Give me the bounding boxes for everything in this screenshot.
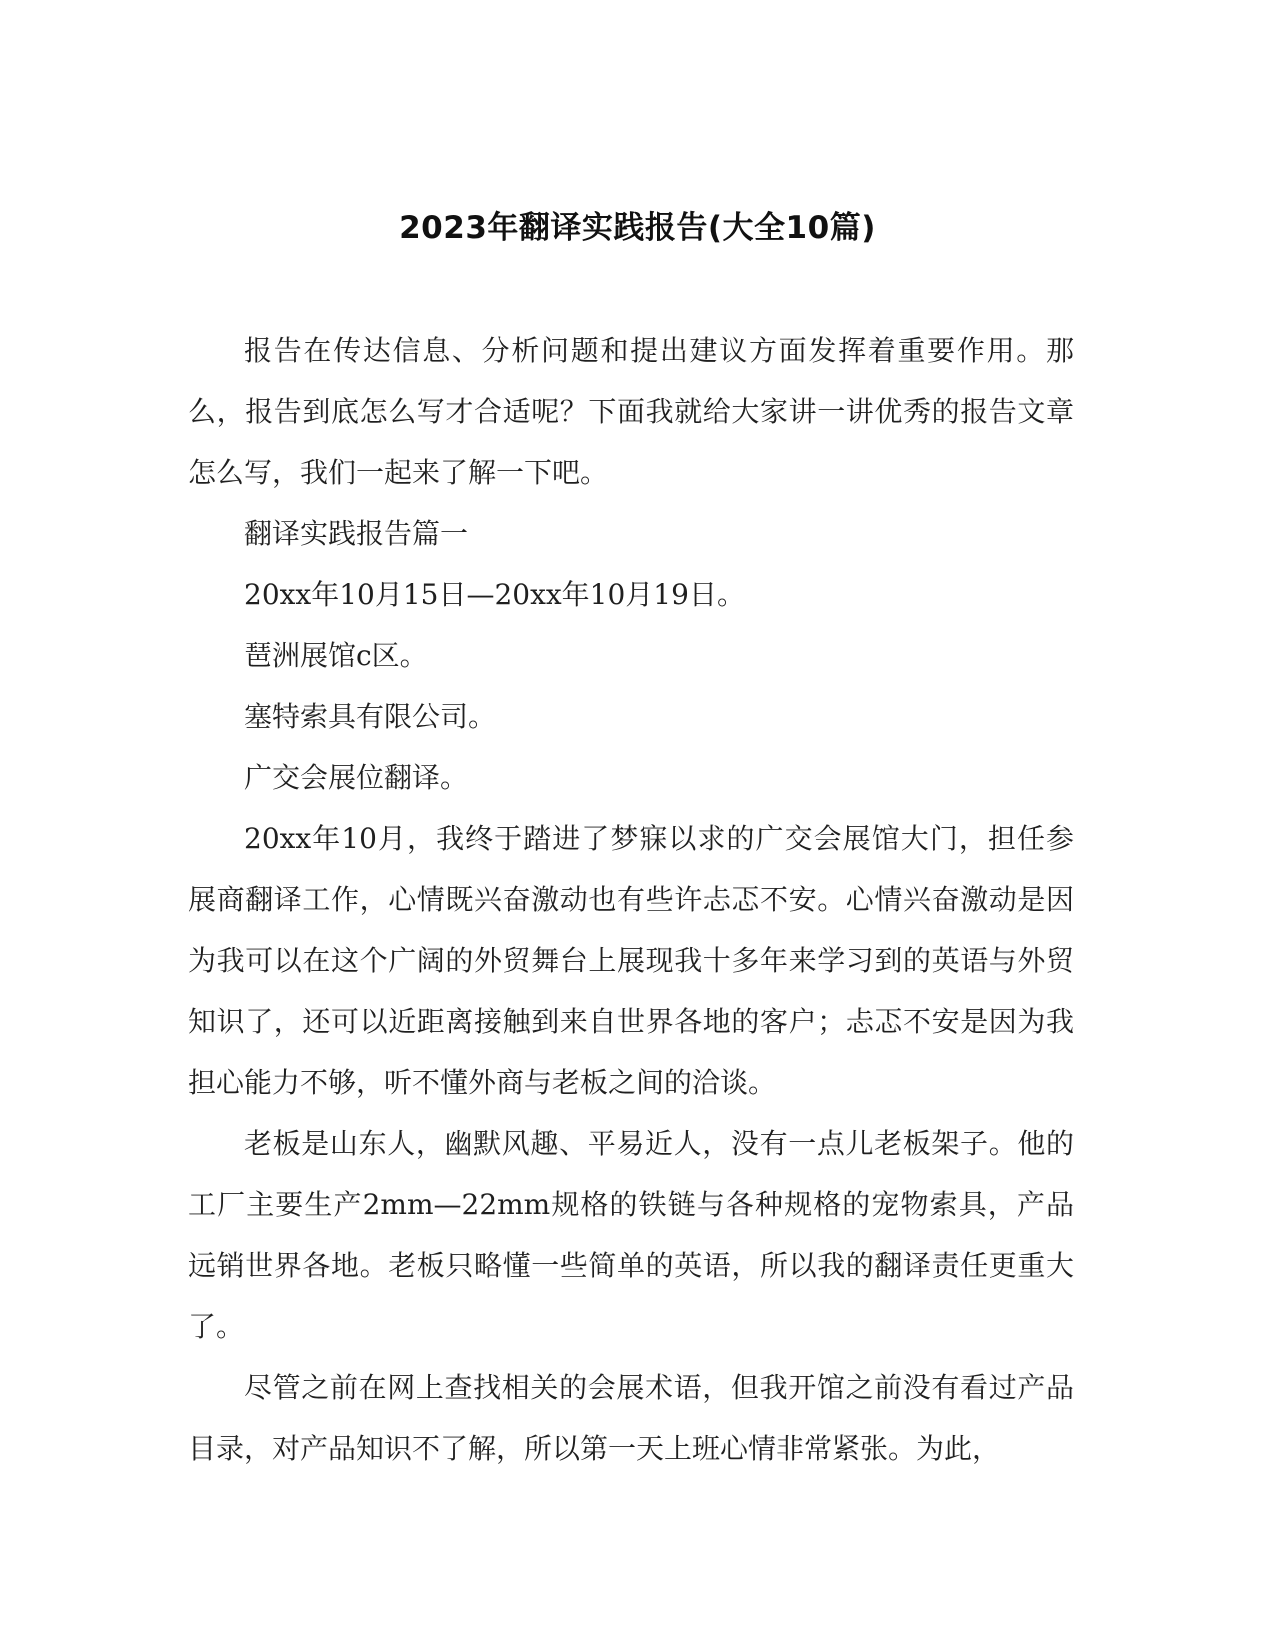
document-title: 2023年翻译实践报告(大全10篇) xyxy=(399,209,876,246)
body-paragraph-3: 尽管之前在网上查找相关的会展术语，但我开馆之前没有看过产品目录，对产品知识不了解，所以第一天上班心情非常紧张。为此， xyxy=(188,1371,1074,1465)
position-line: 广交会展位翻译。 xyxy=(244,761,469,794)
intro-paragraph: 报告在传达信息、分析问题和提出建议方面发挥着重要作用。那么，报告到底怎么写才合适呢？下面我就给大家讲一讲优秀的报告文章怎么写，我们一起来了解一下吧。 xyxy=(188,334,1074,489)
date-range-line: 20xx年10月15日—20xx年10月19日。 xyxy=(244,578,745,611)
body-paragraph-2: 老板是山东人，幽默风趣、平易近人，没有一点儿老板架子。他的工厂主要生产2mm—22mm规格的铁链与各种规格的宠物索具，产品远销世界各地。老板只略懂一些简单的英语，所以我的翻译责任更重大了。 xyxy=(188,1127,1074,1343)
body-paragraph-1: 20xx年10月，我终于踏进了梦寐以求的广交会展馆大门，担任参展商翻译工作，心情既兴奋激动也有些许忐忑不安。心情兴奋激动是因为我可以在这个广阔的外贸舞台上展现我十多年来学习到的英语与外贸知识了，还可以近距离接触到来自世界各地的客户；忐忑不安是因为我担心能力不够，听不懂外商与老板之间的洽谈。 xyxy=(188,822,1074,1099)
document-body xyxy=(188,320,1074,1479)
company-line: 塞特索具有限公司。 xyxy=(244,700,497,733)
section-heading: 翻译实践报告篇一 xyxy=(244,517,469,550)
location-line: 琶洲展馆c区。 xyxy=(244,639,428,672)
